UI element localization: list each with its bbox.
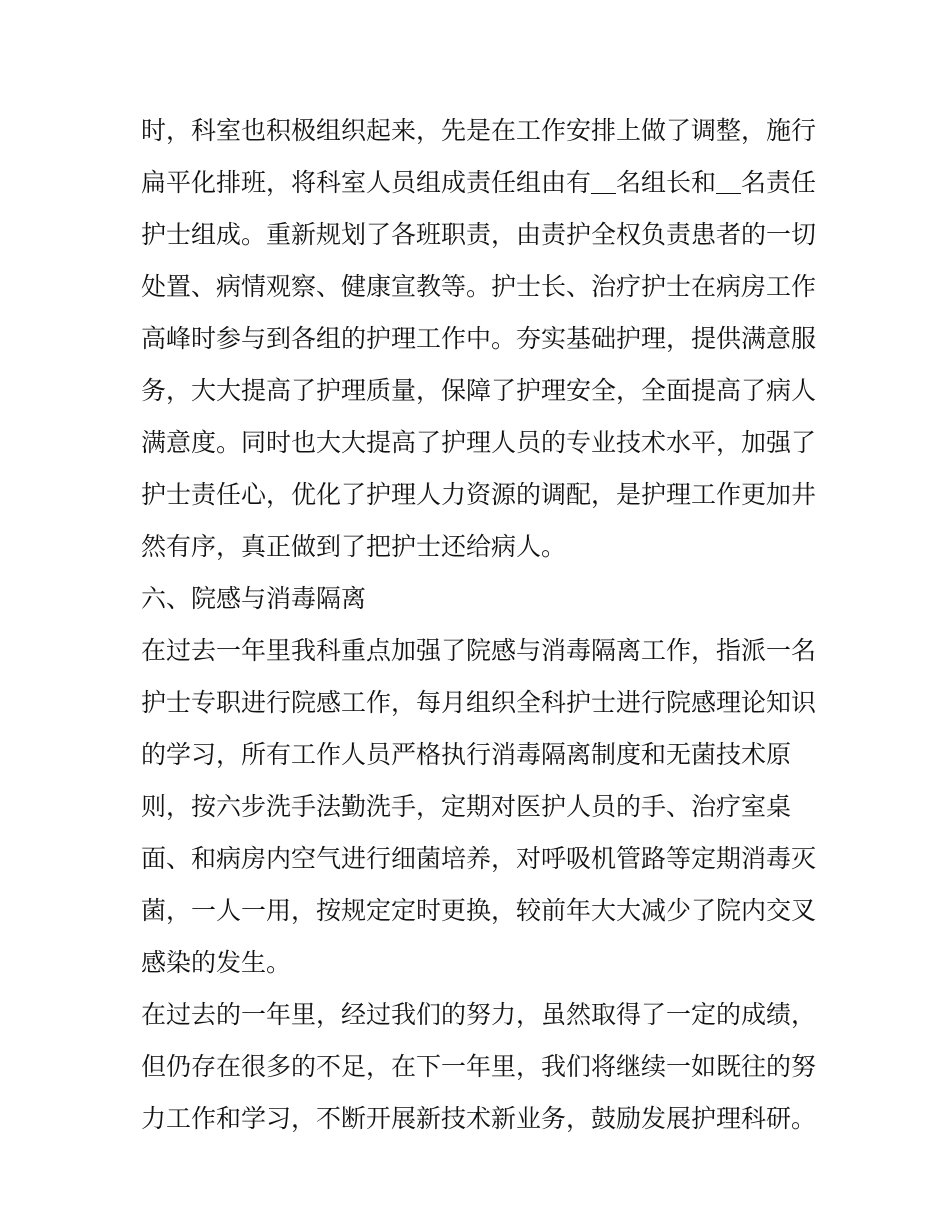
text-line: 护士组成。重新规划了各班职责，由责护全权负责患者的一切 [141, 220, 817, 249]
document-body [141, 105, 821, 1145]
text-line: 力工作和学习，不断开展新技术新业务，鼓励发展护理科研。 [141, 1104, 817, 1133]
text-line: 护士专职进行院感工作，每月组织全科护士进行院感理论知识 [141, 688, 817, 717]
section-heading: 六、院感与消毒隔离 [141, 584, 367, 613]
text-line: 在过去一年里我科重点加强了院感与消毒隔离工作，指派一名 [141, 636, 817, 665]
text-line: 面、和病房内空气进行细菌培养，对呼吸机管路等定期消毒灭 [141, 844, 817, 873]
text-line: 然有序，真正做到了把护士还给病人。 [141, 532, 567, 561]
text-line: 菌，一人一用，按规定定时更换，较前年大大减少了院内交叉 [141, 896, 817, 925]
text-line: 的学习，所有工作人员严格执行消毒隔离制度和无菌技术原 [141, 740, 792, 769]
text-line: 则，按六步洗手法勤洗手，定期对医护人员的手、治疗室桌 [141, 792, 792, 821]
text-line: 但仍存在很多的不足，在下一年里，我们将继续一如既往的努 [141, 1052, 817, 1081]
text-line: 护士责任心，优化了护理人力资源的调配，是护理工作更加井 [141, 480, 817, 509]
text-line: 务，大大提高了护理质量，保障了护理安全，全面提高了病人 [141, 376, 817, 405]
text-line: 时，科室也积极组织起来，先是在工作安排上做了调整，施行 [141, 116, 817, 145]
text-line: 扁平化排班，将科室人员组成责任组由有＿名组长和＿名责任 [141, 168, 817, 197]
text-line: 高峰时参与到各组的护理工作中。夯实基础护理，提供满意服 [141, 324, 817, 353]
text-line: 在过去的一年里，经过我们的努力，虽然取得了一定的成绩， [141, 1000, 817, 1029]
text-line: 处置、病情观察、健康宣教等。护士长、治疗护士在病房工作 [141, 272, 817, 301]
text-line: 感染的发生。 [141, 948, 292, 977]
text-line: 满意度。同时也大大提高了护理人员的专业技术水平，加强了 [141, 428, 817, 457]
